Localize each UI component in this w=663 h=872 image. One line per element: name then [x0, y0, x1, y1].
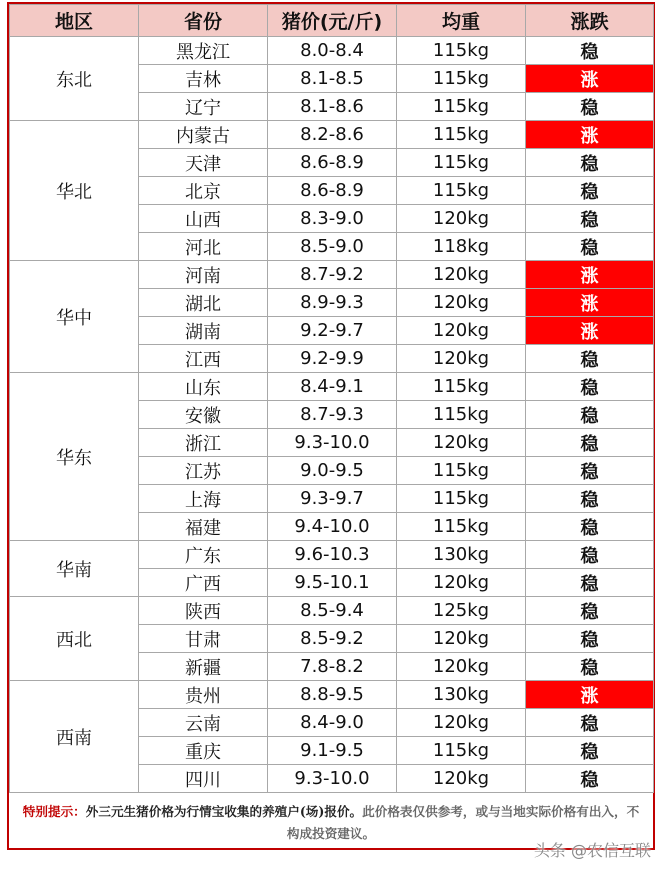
trend-stable-badge: 稳 — [526, 149, 654, 177]
table-row — [10, 681, 654, 709]
trend-up-badge: 涨 — [526, 289, 654, 317]
note-key: 特别提示： — [22, 804, 86, 819]
table-row — [10, 597, 654, 625]
trend-stable-badge: 稳 — [526, 373, 654, 401]
price-cell: 8.9-9.3 — [268, 289, 397, 317]
price-cell: 8.4-9.0 — [268, 709, 397, 737]
province-cell: 广东 — [139, 541, 268, 569]
trend-up-badge: 涨 — [526, 681, 654, 709]
price-cell: 8.6-8.9 — [268, 149, 397, 177]
weight-cell: 115kg — [397, 65, 526, 93]
price-cell: 7.8-8.2 — [268, 653, 397, 681]
province-cell: 湖南 — [139, 317, 268, 345]
province-cell: 辽宁 — [139, 93, 268, 121]
weight-cell: 120kg — [397, 205, 526, 233]
price-cell: 8.3-9.0 — [268, 205, 397, 233]
trend-stable-badge: 稳 — [526, 429, 654, 457]
province-cell: 上海 — [139, 485, 268, 513]
trend-up-badge: 涨 — [526, 65, 654, 93]
trend-stable-badge: 稳 — [526, 737, 654, 765]
province-cell: 福建 — [139, 513, 268, 541]
weight-cell: 115kg — [397, 37, 526, 65]
weight-cell: 120kg — [397, 765, 526, 793]
header-price: 猪价(元/斤) — [268, 5, 397, 37]
price-cell: 8.5-9.2 — [268, 625, 397, 653]
table-row — [10, 373, 654, 401]
province-cell: 四川 — [139, 765, 268, 793]
price-cell: 8.4-9.1 — [268, 373, 397, 401]
price-cell: 8.5-9.0 — [268, 233, 397, 261]
table-row — [10, 37, 654, 65]
price-cell: 9.0-9.5 — [268, 457, 397, 485]
price-cell: 9.1-9.5 — [268, 737, 397, 765]
weight-cell: 115kg — [397, 373, 526, 401]
weight-cell: 130kg — [397, 681, 526, 709]
header-row — [10, 5, 654, 37]
trend-stable-badge: 稳 — [526, 653, 654, 681]
province-cell: 山东 — [139, 373, 268, 401]
trend-stable-badge: 稳 — [526, 401, 654, 429]
trend-up-badge: 涨 — [526, 317, 654, 345]
weight-cell: 115kg — [397, 149, 526, 177]
weight-cell: 120kg — [397, 345, 526, 373]
price-cell: 9.3-10.0 — [268, 765, 397, 793]
price-cell: 9.3-10.0 — [268, 429, 397, 457]
weight-cell: 115kg — [397, 737, 526, 765]
price-cell: 9.4-10.0 — [268, 513, 397, 541]
weight-cell: 130kg — [397, 541, 526, 569]
weight-cell: 115kg — [397, 401, 526, 429]
province-cell: 天津 — [139, 149, 268, 177]
price-cell: 9.3-9.7 — [268, 485, 397, 513]
weight-cell: 115kg — [397, 121, 526, 149]
weight-cell: 115kg — [397, 177, 526, 205]
trend-stable-badge: 稳 — [526, 177, 654, 205]
province-cell: 甘肃 — [139, 625, 268, 653]
region-cell: 东北 — [10, 37, 139, 121]
province-cell: 内蒙古 — [139, 121, 268, 149]
region-cell: 华东 — [10, 373, 139, 541]
province-cell: 广西 — [139, 569, 268, 597]
trend-stable-badge: 稳 — [526, 513, 654, 541]
weight-cell: 120kg — [397, 625, 526, 653]
province-cell: 贵州 — [139, 681, 268, 709]
table-row — [10, 541, 654, 569]
weight-cell: 120kg — [397, 429, 526, 457]
price-cell: 8.0-8.4 — [268, 37, 397, 65]
price-cell: 9.6-10.3 — [268, 541, 397, 569]
weight-cell: 120kg — [397, 653, 526, 681]
trend-stable-badge: 稳 — [526, 233, 654, 261]
province-cell: 北京 — [139, 177, 268, 205]
weight-cell: 115kg — [397, 513, 526, 541]
trend-stable-badge: 稳 — [526, 541, 654, 569]
trend-stable-badge: 稳 — [526, 37, 654, 65]
weight-cell: 115kg — [397, 93, 526, 121]
price-cell: 8.7-9.2 — [268, 261, 397, 289]
province-cell: 新疆 — [139, 653, 268, 681]
province-cell: 重庆 — [139, 737, 268, 765]
province-cell: 吉林 — [139, 65, 268, 93]
province-cell: 湖北 — [139, 289, 268, 317]
price-cell: 8.7-9.3 — [268, 401, 397, 429]
province-cell: 安徽 — [139, 401, 268, 429]
header-trend: 涨跌 — [526, 5, 654, 37]
price-cell: 9.2-9.7 — [268, 317, 397, 345]
region-cell: 华中 — [10, 261, 139, 373]
header-region: 地区 — [10, 5, 139, 37]
table-row — [10, 261, 654, 289]
header-province: 省份 — [139, 5, 268, 37]
price-cell: 9.2-9.9 — [268, 345, 397, 373]
weight-cell: 120kg — [397, 261, 526, 289]
price-cell: 9.5-10.1 — [268, 569, 397, 597]
region-cell: 华北 — [10, 121, 139, 261]
price-cell: 8.2-8.6 — [268, 121, 397, 149]
price-cell: 8.1-8.5 — [268, 65, 397, 93]
weight-cell: 120kg — [397, 569, 526, 597]
region-cell: 华南 — [10, 541, 139, 597]
weight-cell: 120kg — [397, 289, 526, 317]
weight-cell: 125kg — [397, 597, 526, 625]
trend-stable-badge: 稳 — [526, 625, 654, 653]
province-cell: 浙江 — [139, 429, 268, 457]
province-cell: 山西 — [139, 205, 268, 233]
trend-up-badge: 涨 — [526, 261, 654, 289]
trend-stable-badge: 稳 — [526, 345, 654, 373]
trend-stable-badge: 稳 — [526, 457, 654, 485]
trend-stable-badge: 稳 — [526, 93, 654, 121]
weight-cell: 115kg — [397, 457, 526, 485]
province-cell: 江西 — [139, 345, 268, 373]
trend-stable-badge: 稳 — [526, 485, 654, 513]
table-body — [10, 37, 654, 793]
province-cell: 河北 — [139, 233, 268, 261]
weight-cell: 115kg — [397, 485, 526, 513]
note-statement: 外三元生猪价格为行情宝收集的养殖户(场)报价。 — [85, 804, 363, 819]
region-cell: 西北 — [10, 597, 139, 681]
pig-price-table — [9, 4, 654, 793]
weight-cell: 120kg — [397, 709, 526, 737]
header-weight: 均重 — [397, 5, 526, 37]
province-cell: 陕西 — [139, 597, 268, 625]
price-cell: 8.8-9.5 — [268, 681, 397, 709]
weight-cell: 120kg — [397, 317, 526, 345]
trend-stable-badge: 稳 — [526, 205, 654, 233]
trend-stable-badge: 稳 — [526, 765, 654, 793]
province-cell: 黑龙江 — [139, 37, 268, 65]
trend-stable-badge: 稳 — [526, 569, 654, 597]
trend-stable-badge: 稳 — [526, 709, 654, 737]
province-cell: 河南 — [139, 261, 268, 289]
table-row — [10, 121, 654, 149]
note-disclaimer: 此价格表仅供参考，或与当地实际价格有出入，不构成投资建议。 — [286, 804, 640, 841]
weight-cell: 118kg — [397, 233, 526, 261]
trend-stable-badge: 稳 — [526, 597, 654, 625]
trend-up-badge: 涨 — [526, 121, 654, 149]
price-cell: 8.5-9.4 — [268, 597, 397, 625]
watermark: 头条 @农信互联 — [533, 841, 651, 860]
price-cell: 8.1-8.6 — [268, 93, 397, 121]
region-cell: 西南 — [10, 681, 139, 793]
province-cell: 云南 — [139, 709, 268, 737]
price-table-frame — [7, 2, 655, 850]
price-cell: 8.6-8.9 — [268, 177, 397, 205]
province-cell: 江苏 — [139, 457, 268, 485]
